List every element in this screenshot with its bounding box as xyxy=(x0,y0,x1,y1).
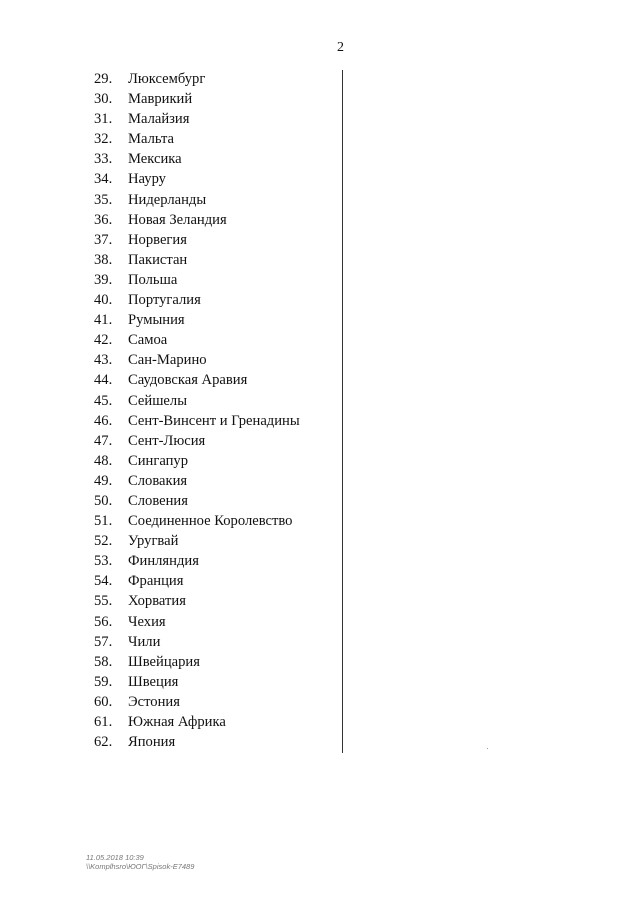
country-number: 29. xyxy=(94,71,113,87)
country-list-item xyxy=(94,732,300,752)
country-list-item xyxy=(94,692,300,712)
country-name: Сент-Винсент и Гренадины xyxy=(128,412,300,429)
country-number: 54. xyxy=(94,573,113,590)
country-list-item xyxy=(94,391,300,411)
country-list-item xyxy=(94,190,300,210)
country-list-item xyxy=(94,250,300,270)
country-number: 46. xyxy=(94,412,113,429)
country-number: 35. xyxy=(94,191,113,208)
country-number: 62. xyxy=(94,734,113,751)
country-number: 33. xyxy=(94,151,113,168)
country-number: 32. xyxy=(94,131,113,148)
country-list-item xyxy=(94,109,300,129)
country-list-item xyxy=(94,210,300,230)
country-number: 30. xyxy=(94,91,113,108)
country-name: Эстония xyxy=(128,693,180,710)
country-list-item xyxy=(94,350,300,370)
country-name: Польша xyxy=(128,271,178,288)
country-list-item xyxy=(94,652,300,672)
country-list-item xyxy=(94,451,300,471)
country-list-item xyxy=(94,571,300,591)
country-number: 41. xyxy=(94,312,113,329)
country-name: Маврикий xyxy=(128,91,193,108)
country-name: Сан-Марино xyxy=(128,352,207,369)
country-name: Уругвай xyxy=(128,533,179,550)
footer-file-path: \\Komplhsro\ЮОГ\Spisok-E7489 xyxy=(86,862,195,871)
country-name: Люксембург xyxy=(128,71,206,87)
country-name: Соединенное Королевство xyxy=(128,513,293,530)
country-number: 52. xyxy=(94,533,113,550)
country-list-item xyxy=(94,149,300,169)
country-name: Норвегия xyxy=(128,231,187,248)
country-list xyxy=(94,69,300,752)
country-name: Нидерланды xyxy=(128,191,207,208)
country-name: Хорватия xyxy=(128,593,186,610)
country-list-item xyxy=(94,471,300,491)
country-number: 58. xyxy=(94,653,113,670)
country-list-item xyxy=(94,672,300,692)
country-name: Финляндия xyxy=(128,553,199,570)
country-list-item xyxy=(94,632,300,652)
country-list-item xyxy=(94,712,300,732)
country-number: 39. xyxy=(94,271,113,288)
country-number: 53. xyxy=(94,553,113,570)
country-number: 43. xyxy=(94,352,113,369)
country-number: 61. xyxy=(94,714,113,730)
country-list-item xyxy=(94,511,300,531)
country-name: Чили xyxy=(128,633,161,650)
country-name: Чехия xyxy=(128,613,166,630)
country-number: 51. xyxy=(94,513,113,530)
country-list-item xyxy=(94,531,300,551)
country-name: Япония xyxy=(128,734,176,751)
country-number: 56. xyxy=(94,613,113,630)
country-list-item xyxy=(94,310,300,330)
country-name: Швеция xyxy=(128,673,179,690)
country-name: Сингапур xyxy=(128,452,189,469)
country-name: Пакистан xyxy=(128,251,188,268)
country-list-item xyxy=(94,370,300,390)
country-list-item xyxy=(94,431,300,451)
country-list-item xyxy=(94,290,300,310)
country-number: 48. xyxy=(94,452,113,469)
vertical-rule xyxy=(342,70,343,753)
country-number: 31. xyxy=(94,111,113,128)
country-list-item xyxy=(94,230,300,250)
country-number: 47. xyxy=(94,432,113,449)
country-list-item xyxy=(94,69,300,89)
country-name: Самоа xyxy=(128,332,168,349)
country-list-item xyxy=(94,169,300,189)
country-number: 49. xyxy=(94,472,113,489)
page-number: 2 xyxy=(337,40,344,55)
country-list-item xyxy=(94,491,300,511)
country-name: Португалия xyxy=(128,292,201,309)
country-name: Южная Африка xyxy=(128,714,226,730)
country-name: Словения xyxy=(128,492,188,509)
country-number: 34. xyxy=(94,171,113,188)
country-name: Словакия xyxy=(128,472,188,489)
footer-stamp xyxy=(86,853,194,871)
country-name: Науру xyxy=(128,171,166,188)
country-name: Новая Зеландия xyxy=(128,211,227,228)
country-list-item xyxy=(94,270,300,290)
country-number: 60. xyxy=(94,693,113,710)
country-number: 44. xyxy=(94,372,113,389)
country-name: Сент-Люсия xyxy=(128,432,206,449)
country-list-item xyxy=(94,612,300,632)
country-list-item xyxy=(94,129,300,149)
country-list-item xyxy=(94,89,300,109)
country-name: Румыния xyxy=(128,312,185,329)
country-list-item xyxy=(94,591,300,611)
country-number: 40. xyxy=(94,292,113,309)
country-number: 37. xyxy=(94,231,113,248)
country-list-item xyxy=(94,551,300,571)
country-name: Малайзия xyxy=(128,111,190,128)
country-number: 57. xyxy=(94,633,113,650)
country-number: 59. xyxy=(94,673,113,690)
country-number: 38. xyxy=(94,251,113,268)
country-name: Мексика xyxy=(128,151,182,168)
country-name: Франция xyxy=(128,573,184,590)
country-number: 36. xyxy=(94,211,113,228)
country-number: 45. xyxy=(94,392,113,409)
country-name: Саудовская Аравия xyxy=(128,372,248,389)
footer-timestamp: 11.05.2018 10:39 xyxy=(86,853,144,862)
country-list-item xyxy=(94,411,300,431)
country-number: 42. xyxy=(94,332,113,349)
country-name: Мальта xyxy=(128,131,174,148)
country-number: 55. xyxy=(94,593,113,610)
country-number: 50. xyxy=(94,492,113,509)
country-name: Швейцария xyxy=(128,653,200,670)
country-name: Сейшелы xyxy=(128,392,188,409)
scan-artifact xyxy=(487,748,488,749)
country-list-item xyxy=(94,330,300,350)
